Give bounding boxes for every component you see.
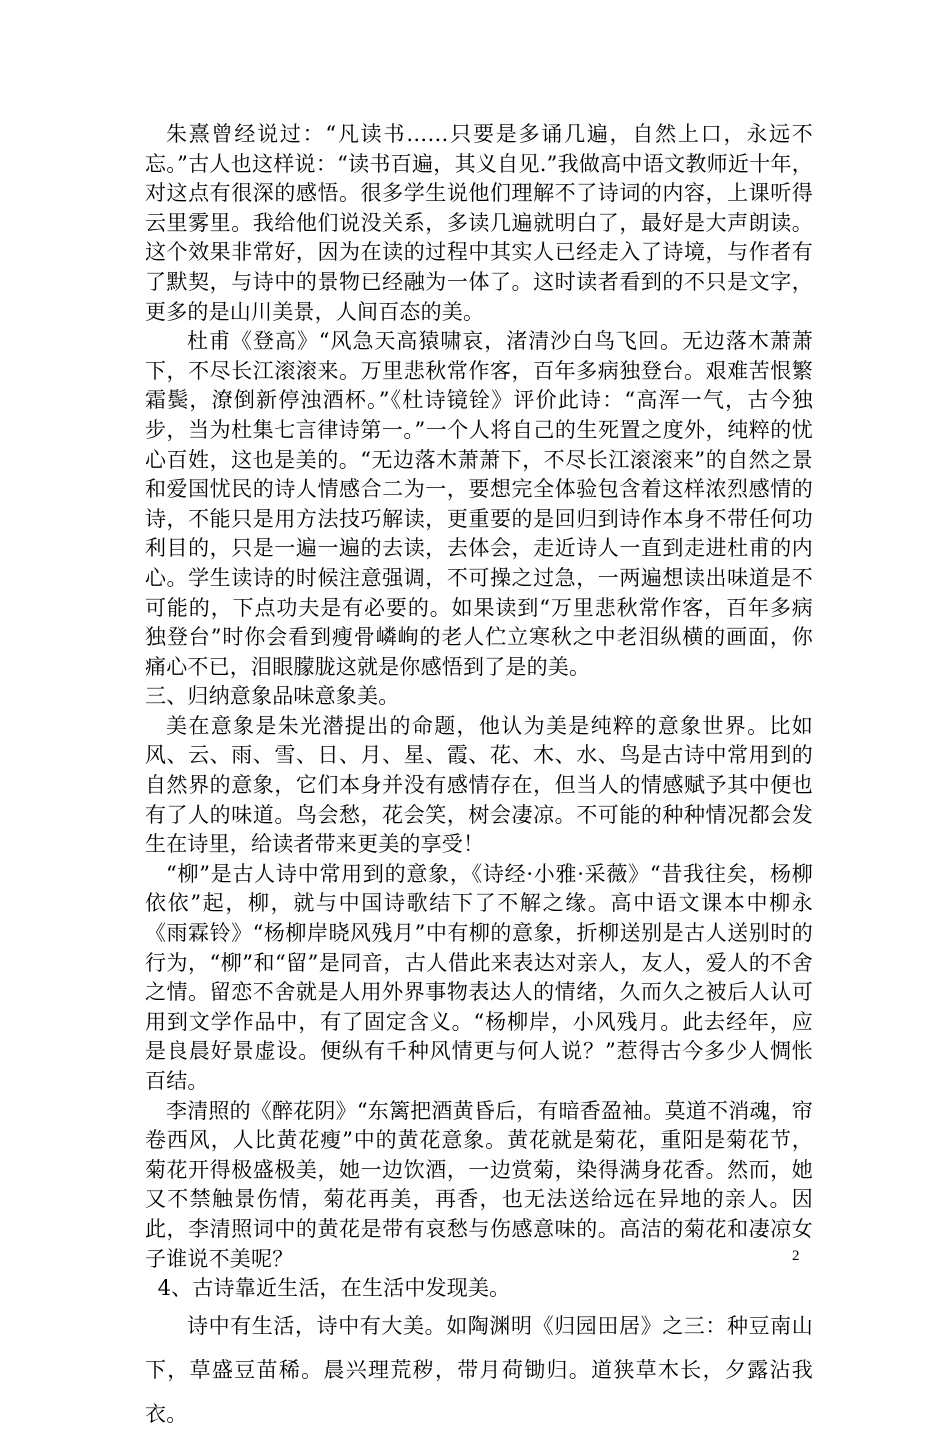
paragraph-tao-yuanming: 诗中有生活，诗中有大美。如陶渊明《归园田居》之三：种豆南山下，草盛豆苗稀。晨兴理荒秽，带月荷锄归。道狭草木长，夕露沾我衣。 (145, 1313, 813, 1426)
paragraph-du-fu-denggao: 杜甫《登高》“风急天高猿啸哀，渚清沙白鸟飞回。无边落木萧萧下，不尽长江滚滚来。万里悲秋常作客，百年多病独登台。艰难苦恨繁霜鬓，潦倒新停浊酒杯。”《杜诗镜铨》评价此诗：“高浑一气，古今独步，当为杜集七言律诗第一。”一个人将自己的生死置之度外，纯粹的忧心百姓，这也是美的。“无边落木萧萧下，不尽长江滚滚来”的自然之景和爱国忧民的诗人情感合二为一，要想完全体验包含着这样浓烈感情的诗，不能只是用方法技巧解读，更重要的是回归到诗作本身不带任何功利目的，只是一遍一遍的去读，去体会，走近诗人一直到走进杜甫的内心。学生读诗的时候注意强调，不可操之过急，一两遍想读出味道是不可能的，下点功夫是有必要的。如果读到“万里悲秋常作客，百年多病独登台”时你会看到瘦骨嶙峋的老人伫立寒秋之中老泪纵横的画面，你痛心不已，泪眼朦胧这就是你感悟到了是的美。 (145, 329, 813, 679)
paragraph-reading-aloud: 朱熹曾经说过：“凡读书……只要是多诵几遍，自然上口，永远不忘。”古人也这样说：“读书百遍，其义自见.”我做高中语文教师近十年，对这点有很深的感悟。很多学生说他们理解不了诗词的内容，上课听得云里雾里。我给他们说没关系，多读几遍就明白了，最好是大声朗读。这个效果非常好，因为在读的过程中其实人已经走入了诗境，与作者有了默契，与诗中的景物已经融为一体了。这时读者看到的不只是文字，更多的是山川美景，人间百态的美。 (145, 122, 813, 324)
paragraph-willow-imagery: “柳”是古人诗中常用到的意象，《诗经·小雅·采薇》“昔我往矣，杨柳依依”起，柳，就与中国诗歌结下了不解之缘。高中语文课本中柳永《雨霖铃》“杨柳岸晓风残月”中有柳的意象，折柳送别是古人送别时的行为，“柳”和“留”是同音，古人借此来表达对亲人，友人，爱人的不舍之情。留恋不舍就是人用外界事物表达人的情绪，久而久之被后人认可用到文学作品中，有了固定含义。“杨柳岸，小风残月。此去经年，应是良晨好景虚设。便纵有千种风情更与何人说？”惹得古今多少人惆怅百结。 (145, 861, 813, 1093)
body-text (145, 120, 813, 1436)
paragraph-imagery-beauty: 美在意象是朱光潜提出的命题，他认为美是纯粹的意象世界。比如风、云、雨、雪、日、月、星、霞、花、木、水、鸟是古诗中常用到的自然界的意象，它们本身并没有感情存在，但当人的情感赋予其中便也有了人的味道。鸟会愁，花会笑，树会凄凉。不可能的种种情况都会发生在诗里，给读者带来更美的享受！ (145, 713, 813, 857)
page-number: 2 (792, 1248, 800, 1264)
section-heading-life: 4、古诗靠近生活，在生活中发现美。 (157, 1276, 511, 1301)
section-heading-imagery: 三、归纳意象品味意象美。 (145, 684, 400, 709)
paragraph-li-qingzhao: 李清照的《醉花阴》“东篱把酒黄昏后，有暗香盈袖。莫道不消魂，帘卷西风，人比黄花瘦”中的黄花意象。黄花就是菊花，重阳是菊花节，菊花开得极盛极美，她一边饮酒，一边赏菊，染得满身花香。然而，她又不禁触景伤情，菊花再美，再香，也无法送给远在异地的亲人。因此，李清照词中的黄花是带有哀愁与伤感意味的。高洁的菊花和凄凉女子谁说不美呢？ (145, 1098, 813, 1271)
